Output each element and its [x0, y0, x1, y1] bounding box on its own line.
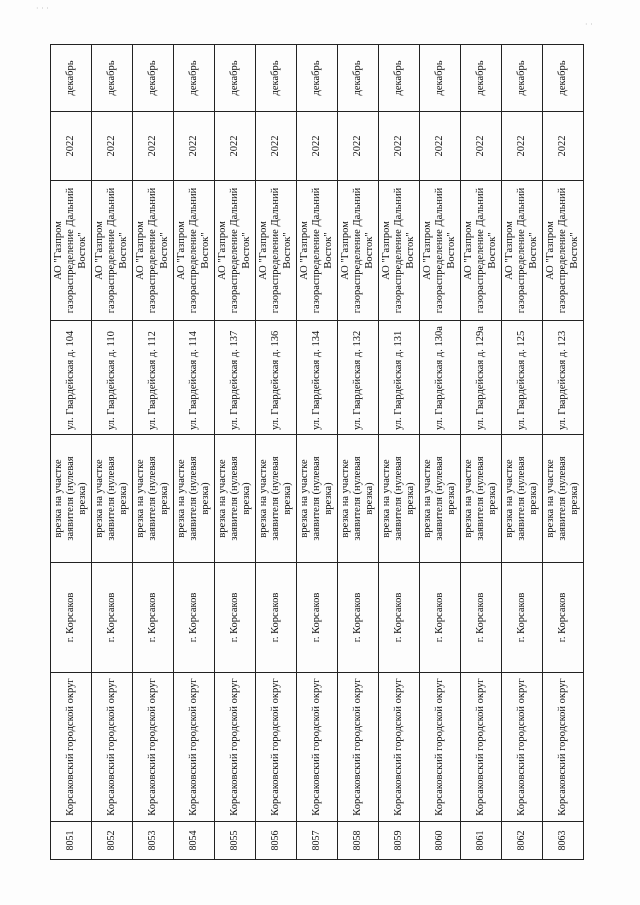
address-cell: ул. Гвардейская д. 137 [215, 321, 256, 435]
work-type-cell: врезка на участке заявителя (нулевая врезка) [256, 435, 297, 563]
year-cell: 2022 [133, 112, 174, 181]
row-number-cell: 8062 [502, 822, 543, 860]
address-cell: ул. Гвардейская д. 131 [379, 321, 420, 435]
work-type-cell: врезка на участке заявителя (нулевая врезка) [338, 435, 379, 563]
municipality-cell: Корсаковский городской округ [461, 673, 502, 822]
year-cell: 2022 [215, 112, 256, 181]
address-cell: ул. Гвардейская д. 129а [461, 321, 502, 435]
address-cell: ул. Гвардейская д. 112 [133, 321, 174, 435]
year-cell: 2022 [379, 112, 420, 181]
gasification-table [50, 44, 584, 860]
organization-cell: АО "Газпром газораспределение Дальний Восток" [379, 181, 420, 321]
city-cell: г. Корсаков [92, 563, 133, 673]
table-row [174, 45, 215, 860]
month-cell: декабрь [461, 45, 502, 112]
address-cell: ул. Гвардейская д. 110 [92, 321, 133, 435]
city-cell: г. Корсаков [420, 563, 461, 673]
year-cell: 2022 [297, 112, 338, 181]
month-cell: декабрь [379, 45, 420, 112]
month-cell: декабрь [92, 45, 133, 112]
work-type-cell: врезка на участке заявителя (нулевая врезка) [297, 435, 338, 563]
year-cell: 2022 [256, 112, 297, 181]
city-cell: г. Корсаков [174, 563, 215, 673]
row-number-cell: 8061 [461, 822, 502, 860]
organization-cell: АО "Газпром газораспределение Дальний Восток" [51, 181, 92, 321]
municipality-cell: Корсаковский городской округ [543, 673, 584, 822]
work-type-cell: врезка на участке заявителя (нулевая врезка) [174, 435, 215, 563]
month-cell: декабрь [420, 45, 461, 112]
organization-cell: АО "Газпром газораспределение Дальний Восток" [256, 181, 297, 321]
address-cell: ул. Гвардейская д. 136 [256, 321, 297, 435]
address-cell: ул. Гвардейская д. 114 [174, 321, 215, 435]
row-number-cell: 8052 [92, 822, 133, 860]
work-type-cell: врезка на участке заявителя (нулевая врезка) [461, 435, 502, 563]
organization-cell: АО "Газпром газораспределение Дальний Восток" [338, 181, 379, 321]
municipality-cell: Корсаковский городской округ [379, 673, 420, 822]
scan-speck-mark: ‧ ‧ [585, 20, 593, 29]
organization-cell: АО "Газпром газораспределение Дальний Восток" [543, 181, 584, 321]
month-cell: декабрь [256, 45, 297, 112]
table-row [215, 45, 256, 860]
city-cell: г. Корсаков [338, 563, 379, 673]
city-cell: г. Корсаков [379, 563, 420, 673]
year-cell: 2022 [51, 112, 92, 181]
row-number-cell: 8059 [379, 822, 420, 860]
city-cell: г. Корсаков [502, 563, 543, 673]
municipality-cell: Корсаковский городской округ [92, 673, 133, 822]
year-cell: 2022 [174, 112, 215, 181]
city-cell: г. Корсаков [297, 563, 338, 673]
address-cell: ул. Гвардейская д. 125 [502, 321, 543, 435]
year-cell: 2022 [502, 112, 543, 181]
month-cell: декабрь [502, 45, 543, 112]
month-cell: декабрь [215, 45, 256, 112]
municipality-cell: Корсаковский городской округ [256, 673, 297, 822]
table-row [543, 45, 584, 860]
work-type-cell: врезка на участке заявителя (нулевая врезка) [543, 435, 584, 563]
work-type-cell: врезка на участке заявителя (нулевая врезка) [133, 435, 174, 563]
row-number-cell: 8054 [174, 822, 215, 860]
address-cell: ул. Гвардейская д. 132 [338, 321, 379, 435]
organization-cell: АО "Газпром газораспределение Дальний Восток" [297, 181, 338, 321]
city-cell: г. Корсаков [133, 563, 174, 673]
row-number-cell: 8051 [51, 822, 92, 860]
table-body [51, 45, 584, 860]
municipality-cell: Корсаковский городской округ [215, 673, 256, 822]
table-row [92, 45, 133, 860]
row-number-cell: 8057 [297, 822, 338, 860]
table-row [379, 45, 420, 860]
organization-cell: АО "Газпром газораспределение Дальний Восток" [133, 181, 174, 321]
table-row [461, 45, 502, 860]
organization-cell: АО "Газпром газораспределение Дальний Восток" [420, 181, 461, 321]
month-cell: декабрь [174, 45, 215, 112]
address-cell: ул. Гвардейская д. 104 [51, 321, 92, 435]
work-type-cell: врезка на участке заявителя (нулевая врезка) [215, 435, 256, 563]
city-cell: г. Корсаков [215, 563, 256, 673]
organization-cell: АО "Газпром газораспределение Дальний Восток" [215, 181, 256, 321]
table-row [51, 45, 92, 860]
city-cell: г. Корсаков [461, 563, 502, 673]
month-cell: декабрь [297, 45, 338, 112]
row-number-cell: 8063 [543, 822, 584, 860]
month-cell: декабрь [543, 45, 584, 112]
municipality-cell: Корсаковский городской округ [297, 673, 338, 822]
organization-cell: АО "Газпром газораспределение Дальний Восток" [92, 181, 133, 321]
address-cell: ул. Гвардейская д. 130а [420, 321, 461, 435]
municipality-cell: Корсаковский городской округ [420, 673, 461, 822]
municipality-cell: Корсаковский городской округ [338, 673, 379, 822]
municipality-cell: Корсаковский городской округ [51, 673, 92, 822]
table-row [256, 45, 297, 860]
work-type-cell: врезка на участке заявителя (нулевая врезка) [502, 435, 543, 563]
row-number-cell: 8056 [256, 822, 297, 860]
city-cell: г. Корсаков [51, 563, 92, 673]
work-type-cell: врезка на участке заявителя (нулевая врезка) [92, 435, 133, 563]
row-number-cell: 8055 [215, 822, 256, 860]
work-type-cell: врезка на участке заявителя (нулевая врезка) [379, 435, 420, 563]
organization-cell: АО "Газпром газораспределение Дальний Восток" [502, 181, 543, 321]
table-row [420, 45, 461, 860]
work-type-cell: врезка на участке заявителя (нулевая врезка) [420, 435, 461, 563]
year-cell: 2022 [420, 112, 461, 181]
work-type-cell: врезка на участке заявителя (нулевая врезка) [51, 435, 92, 563]
row-number-cell: 8060 [420, 822, 461, 860]
table-row [502, 45, 543, 860]
address-cell: ул. Гвардейская д. 123 [543, 321, 584, 435]
scan-speck-mark: ‧ ‧ ‧ [36, 4, 49, 13]
organization-cell: АО "Газпром газораспределение Дальний Восток" [174, 181, 215, 321]
table-row [338, 45, 379, 860]
year-cell: 2022 [338, 112, 379, 181]
row-number-cell: 8058 [338, 822, 379, 860]
row-number-cell: 8053 [133, 822, 174, 860]
table-row [133, 45, 174, 860]
city-cell: г. Корсаков [256, 563, 297, 673]
year-cell: 2022 [461, 112, 502, 181]
month-cell: декабрь [338, 45, 379, 112]
table-row [297, 45, 338, 860]
municipality-cell: Корсаковский городской округ [174, 673, 215, 822]
year-cell: 2022 [543, 112, 584, 181]
municipality-cell: Корсаковский городской округ [502, 673, 543, 822]
city-cell: г. Корсаков [543, 563, 584, 673]
year-cell: 2022 [92, 112, 133, 181]
month-cell: декабрь [51, 45, 92, 112]
organization-cell: АО "Газпром газораспределение Дальний Восток" [461, 181, 502, 321]
rotated-table-wrapper [50, 45, 580, 860]
municipality-cell: Корсаковский городской округ [133, 673, 174, 822]
month-cell: декабрь [133, 45, 174, 112]
address-cell: ул. Гвардейская д. 134 [297, 321, 338, 435]
